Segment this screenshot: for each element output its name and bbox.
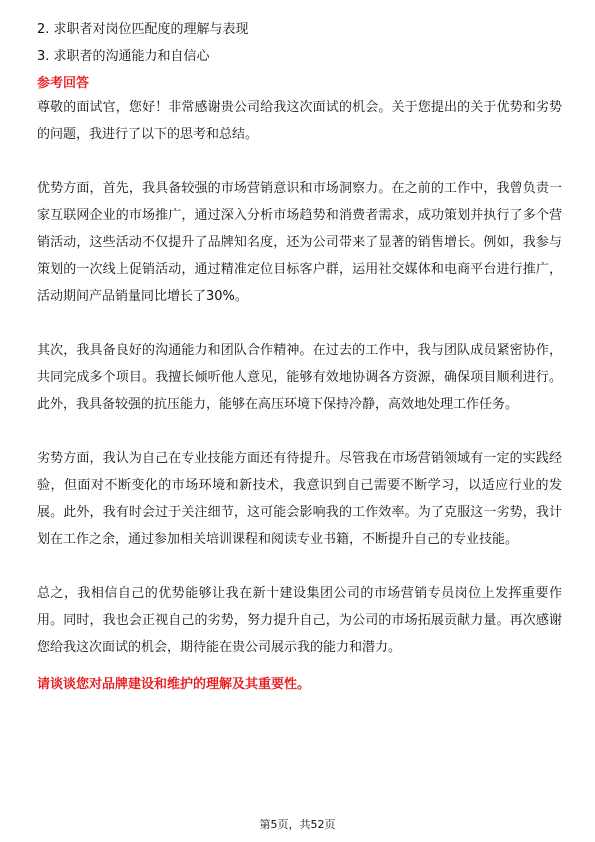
paragraph-gap — [37, 418, 562, 445]
document-page — [37, 20, 562, 695]
answer-heading: 参考回答 — [37, 76, 90, 91]
page-footer: 第5页，共52页 — [259, 818, 336, 831]
criteria-item-2: 2. 求职者对岗位匹配度的理解与表现 — [37, 22, 249, 37]
paragraph-gap — [37, 148, 562, 175]
answer-paragraph-intro: 尊敬的面试官，您好！非常感谢贵公司给我这次面试的机会。关于您提出的关于优势和劣势的问题，我进行了以下的思考和总结。 — [37, 100, 562, 142]
answer-paragraph-strengths: 优势方面，首先，我具备较强的市场营销意识和市场洞察力。在之前的工作中，我曾负责一家互联网企业的市场推广，通过深入分析市场趋势和消费者需求，成功策划并执行了多个营销活动，这些活动不仅提升了品牌知名度，还为公司带来了显著的销售增长。例如，我参与策划的一次线上促销活动，通过精准定位目标客户群，运用社交媒体和电商平台进行推广，活动期间产品销量同比增长了30%。 — [37, 181, 562, 304]
criteria-item-3: 3. 求职者的沟通能力和自信心 — [37, 49, 210, 64]
answer-paragraph-weaknesses: 劣势方面，我认为自己在专业技能方面还有待提升。尽管我在市场营销领域有一定的实践经验，但面对不断变化的市场环境和新技术，我意识到自己需要不断学习，以适应行业的发展。此外，我有时会过于关注细节，这可能会影响我的工作效率。为了克服这一劣势，我计划在工作之余，通过参加相关培训课程和阅读专业书籍，不断提升自己的专业技能。 — [37, 451, 562, 547]
paragraph-gap — [37, 553, 562, 580]
next-question: 请谈谈您对品牌建设和维护的理解及其重要性。 — [37, 677, 311, 692]
paragraph-gap — [37, 310, 562, 337]
answer-paragraph-conclusion: 总之，我相信自己的优势能够让我在新十建设集团公司的市场营销专员岗位上发挥重要作用。同时，我也会正视自己的劣势，努力提升自己，为公司的市场拓展贡献力量。再次感谢您给我这次面试的机会，期待能在贵公司展示我的能力和潜力。 — [37, 586, 562, 655]
answer-paragraph-teamwork: 其次，我具备良好的沟通能力和团队合作精神。在过去的工作中，我与团队成员紧密协作，共同完成多个项目。我擅长倾听他人意见，能够有效地协调各方资源，确保项目顺利进行。此外，我具备较强的抗压能力，能够在高压环境下保持冷静，高效地处理工作任务。 — [37, 343, 562, 412]
